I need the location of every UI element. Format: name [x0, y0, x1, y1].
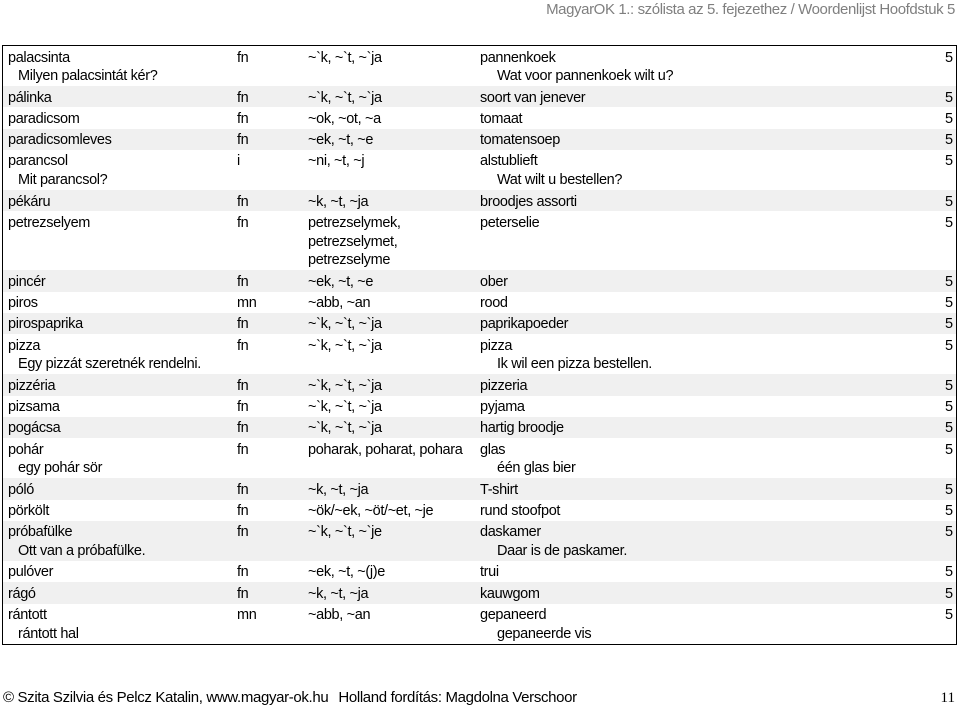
dutch-cell — [480, 337, 945, 375]
dutch-cell — [480, 585, 945, 604]
chapter-number: 5 — [945, 481, 953, 498]
inflection-forms: ~`k, ~`t, ~`ja — [308, 49, 382, 66]
hungarian-word: pékáru — [8, 193, 51, 210]
word-class: fn — [237, 193, 249, 210]
dutch-translation: daskamer — [480, 524, 541, 541]
dutch-translation: pannenkoek — [480, 49, 556, 66]
hungarian-example: egy pohár sör — [18, 460, 103, 477]
vocab-row — [3, 334, 956, 374]
dutch-translation: T-shirt — [480, 481, 518, 498]
dutch-example: Wat voor pannenkoek wilt u? — [497, 68, 674, 85]
hungarian-cell — [8, 337, 237, 375]
vocab-row — [3, 478, 956, 499]
inflection-forms: ~k, ~t, ~ja — [308, 481, 369, 498]
inflection-forms: petrezselymet, — [308, 233, 398, 250]
hungarian-cell — [8, 481, 237, 500]
hungarian-cell — [8, 563, 237, 582]
hungarian-word: rágó — [8, 585, 36, 602]
page-number: 11 — [940, 690, 955, 706]
vocab-row — [3, 604, 956, 644]
hungarian-cell — [8, 49, 237, 87]
inflection-cell — [308, 337, 480, 375]
hungarian-cell — [8, 523, 237, 561]
hungarian-cell — [8, 152, 237, 190]
chapter-number: 5 — [945, 49, 953, 66]
hungarian-word: pizzéria — [8, 377, 56, 394]
word-class: fn — [237, 273, 249, 290]
vocabulary-table — [2, 45, 957, 645]
hungarian-word: parancsol — [8, 153, 68, 170]
inflection-cell — [308, 419, 480, 438]
inflection-forms: ~abb, ~an — [308, 295, 371, 312]
dutch-translation: soort van jenever — [480, 89, 586, 106]
word-class: mn — [237, 295, 257, 312]
inflection-cell — [308, 585, 480, 604]
inflection-cell — [308, 152, 480, 190]
hungarian-word: petrezselyem — [8, 214, 91, 231]
dutch-translation: hartig broodje — [480, 420, 564, 437]
vocab-row — [3, 292, 956, 313]
vocab-row — [3, 211, 956, 270]
vocab-row — [3, 561, 956, 582]
chapter-number: 5 — [945, 132, 953, 149]
inflection-cell — [308, 523, 480, 561]
vocab-row — [3, 396, 956, 417]
inflection-cell — [308, 214, 480, 270]
hungarian-cell — [8, 398, 237, 417]
hungarian-cell — [8, 441, 237, 479]
word-class: fn — [237, 49, 249, 66]
chapter-number: 5 — [945, 524, 953, 541]
word-class: fn — [237, 110, 249, 127]
dutch-cell — [480, 49, 945, 87]
word-class: fn — [237, 377, 249, 394]
dutch-cell — [480, 481, 945, 500]
word-class: fn — [237, 337, 249, 354]
hungarian-example: rántott hal — [18, 625, 79, 642]
dutch-cell — [480, 502, 945, 521]
vocab-row — [3, 107, 956, 128]
dutch-translation: paprikapoeder — [480, 316, 569, 333]
hungarian-cell — [8, 315, 237, 334]
inflection-forms: ~ek, ~t, ~(j)e — [308, 564, 385, 581]
word-class: i — [237, 153, 240, 170]
hungarian-word: rántott — [8, 607, 47, 624]
word-class: fn — [237, 564, 249, 581]
dutch-cell — [480, 273, 945, 292]
hungarian-word: pizsama — [8, 399, 60, 416]
word-class: fn — [237, 399, 249, 416]
dutch-translation: alstublieft — [480, 153, 538, 170]
dutch-cell — [480, 152, 945, 190]
inflection-forms: poharak, poharat, pohara — [308, 441, 463, 458]
chapter-number: 5 — [945, 377, 953, 394]
chapter-number: 5 — [945, 607, 953, 624]
vocab-row — [3, 582, 956, 603]
chapter-number: 5 — [945, 214, 953, 231]
word-class: fn — [237, 420, 249, 437]
hungarian-word: paradicsomleves — [8, 132, 112, 149]
hungarian-cell — [8, 419, 237, 438]
chapter-number: 5 — [945, 399, 953, 416]
page-header-title: MagyarOK 1.: szólista az 5. fejezethez / Woordenlijst Hoofdstuk 5 — [546, 1, 955, 18]
chapter-number: 5 — [945, 337, 953, 354]
hungarian-cell — [8, 606, 237, 644]
hungarian-example: Egy pizzát szeretnék rendelni. — [18, 356, 201, 373]
vocab-row — [3, 150, 956, 190]
vocab-row — [3, 46, 956, 86]
inflection-forms: ~ni, ~t, ~j — [308, 153, 365, 170]
vocab-row — [3, 190, 956, 211]
inflection-cell — [308, 131, 480, 150]
inflection-forms: ~`k, ~`t, ~`ja — [308, 420, 382, 437]
inflection-cell — [308, 563, 480, 582]
chapter-number: 5 — [945, 564, 953, 581]
inflection-forms: ~k, ~t, ~ja — [308, 193, 369, 210]
dutch-example: Daar is de paskamer. — [497, 543, 628, 560]
hungarian-cell — [8, 193, 237, 212]
hungarian-word: póló — [8, 481, 35, 498]
page-footer — [3, 688, 577, 708]
inflection-cell — [308, 398, 480, 417]
word-class: fn — [237, 316, 249, 333]
chapter-number: 5 — [945, 295, 953, 312]
dutch-cell — [480, 441, 945, 479]
dutch-translation: pizzeria — [480, 377, 528, 394]
dutch-example: Ik wil een pizza bestellen. — [497, 356, 652, 373]
inflection-forms: ~`k, ~`t, ~`je — [308, 524, 382, 541]
dutch-translation: ober — [480, 273, 508, 290]
hungarian-word: pogácsa — [8, 420, 61, 437]
translator-credit: Holland fordítás: Magdolna Verschoor — [338, 689, 577, 706]
dutch-cell — [480, 398, 945, 417]
inflection-forms: ~abb, ~an — [308, 607, 371, 624]
dutch-translation: tomatensoep — [480, 132, 560, 149]
inflection-forms: ~`k, ~`t, ~`ja — [308, 316, 382, 333]
dutch-example: één glas bier — [497, 460, 576, 477]
inflection-forms: ~`k, ~`t, ~`ja — [308, 399, 382, 416]
hungarian-word: pulóver — [8, 564, 54, 581]
hungarian-word: pizza — [8, 337, 41, 354]
vocab-row — [3, 438, 956, 478]
dutch-translation: tomaat — [480, 110, 523, 127]
word-class: fn — [237, 89, 249, 106]
word-class: fn — [237, 481, 249, 498]
dutch-translation: peterselie — [480, 214, 540, 231]
hungarian-word: próbafülke — [8, 524, 73, 541]
vocab-row — [3, 521, 956, 561]
dutch-translation: pizza — [480, 337, 513, 354]
dutch-cell — [480, 193, 945, 212]
inflection-forms: ~`k, ~`t, ~`ja — [308, 89, 382, 106]
inflection-cell — [308, 502, 480, 521]
word-class: fn — [237, 524, 249, 541]
dutch-translation: trui — [480, 564, 499, 581]
hungarian-word: pörkölt — [8, 503, 50, 520]
inflection-cell — [308, 481, 480, 500]
dutch-translation: broodjes assorti — [480, 193, 577, 210]
dutch-cell — [480, 214, 945, 270]
dutch-cell — [480, 523, 945, 561]
dutch-translation: rood — [480, 295, 508, 312]
inflection-cell — [308, 377, 480, 396]
dutch-cell — [480, 89, 945, 108]
dutch-cell — [480, 606, 945, 644]
dutch-cell — [480, 294, 945, 313]
dutch-cell — [480, 131, 945, 150]
hungarian-word: pohár — [8, 441, 44, 458]
hungarian-cell — [8, 131, 237, 150]
hungarian-example: Ott van a próbafülke. — [18, 543, 146, 560]
dutch-cell — [480, 110, 945, 129]
inflection-cell — [308, 89, 480, 108]
inflection-forms: ~ek, ~t, ~e — [308, 273, 374, 290]
chapter-number: 5 — [945, 441, 953, 458]
inflection-cell — [308, 110, 480, 129]
dutch-translation: gepaneerd — [480, 607, 547, 624]
hungarian-cell — [8, 377, 237, 396]
word-class: mn — [237, 607, 257, 624]
inflection-cell — [308, 193, 480, 212]
chapter-number: 5 — [945, 193, 953, 210]
word-class: fn — [237, 214, 249, 231]
hungarian-word: palacsinta — [8, 49, 70, 66]
hungarian-cell — [8, 502, 237, 521]
dutch-translation: pyjama — [480, 399, 525, 416]
dutch-cell — [480, 315, 945, 334]
hungarian-word: pincér — [8, 273, 46, 290]
inflection-cell — [308, 315, 480, 334]
inflection-forms: ~k, ~t, ~ja — [308, 585, 369, 602]
word-class: fn — [237, 503, 249, 520]
dutch-translation: rund stoofpot — [480, 503, 561, 520]
hungarian-cell — [8, 294, 237, 313]
inflection-cell — [308, 294, 480, 313]
inflection-forms: ~`k, ~`t, ~`ja — [308, 377, 382, 394]
inflection-cell — [308, 606, 480, 644]
hungarian-word: pirospaprika — [8, 316, 83, 333]
vocab-row — [3, 86, 956, 107]
dutch-cell — [480, 419, 945, 438]
vocab-row — [3, 270, 956, 291]
inflection-forms: petrezselyme — [308, 252, 391, 269]
hungarian-example: Mit parancsol? — [18, 172, 108, 189]
word-class: fn — [237, 585, 249, 602]
hungarian-word: paradicsom — [8, 110, 80, 127]
inflection-forms: ~ök/~ek, ~öt/~et, ~je — [308, 503, 434, 520]
chapter-number: 5 — [945, 585, 953, 602]
inflection-forms: ~`k, ~`t, ~`ja — [308, 337, 382, 354]
vocab-row — [3, 500, 956, 521]
vocab-row — [3, 129, 956, 150]
dutch-example: Wat wilt u bestellen? — [497, 172, 623, 189]
chapter-number: 5 — [945, 316, 953, 333]
word-class: fn — [237, 132, 249, 149]
vocab-row — [3, 417, 956, 438]
chapter-number: 5 — [945, 273, 953, 290]
chapter-number: 5 — [945, 503, 953, 520]
dutch-cell — [480, 563, 945, 582]
hungarian-example: Milyen palacsintát kér? — [18, 68, 158, 85]
inflection-cell — [308, 441, 480, 479]
hungarian-cell — [8, 585, 237, 604]
dutch-cell — [480, 377, 945, 396]
chapter-number: 5 — [945, 420, 953, 437]
hungarian-word: piros — [8, 295, 38, 312]
hungarian-cell — [8, 110, 237, 129]
chapter-number: 5 — [945, 153, 953, 170]
dutch-example: gepaneerde vis — [497, 625, 592, 642]
chapter-number: 5 — [945, 89, 953, 106]
inflection-forms: petrezselymek, — [308, 214, 401, 231]
dutch-translation: glas — [480, 441, 506, 458]
hungarian-cell — [8, 214, 237, 270]
hungarian-cell — [8, 89, 237, 108]
vocab-row — [3, 374, 956, 395]
dutch-translation: kauwgom — [480, 585, 540, 602]
hungarian-word: pálinka — [8, 89, 52, 106]
inflection-cell — [308, 49, 480, 87]
inflection-forms: ~ek, ~t, ~e — [308, 132, 374, 149]
copyright-text: © Szita Szilvia és Pelcz Katalin, www.magyar-ok.hu — [3, 689, 329, 706]
vocab-row — [3, 313, 956, 334]
word-class: fn — [237, 441, 249, 458]
chapter-number: 5 — [945, 110, 953, 127]
hungarian-cell — [8, 273, 237, 292]
inflection-forms: ~ok, ~ot, ~a — [308, 110, 381, 127]
inflection-cell — [308, 273, 480, 292]
